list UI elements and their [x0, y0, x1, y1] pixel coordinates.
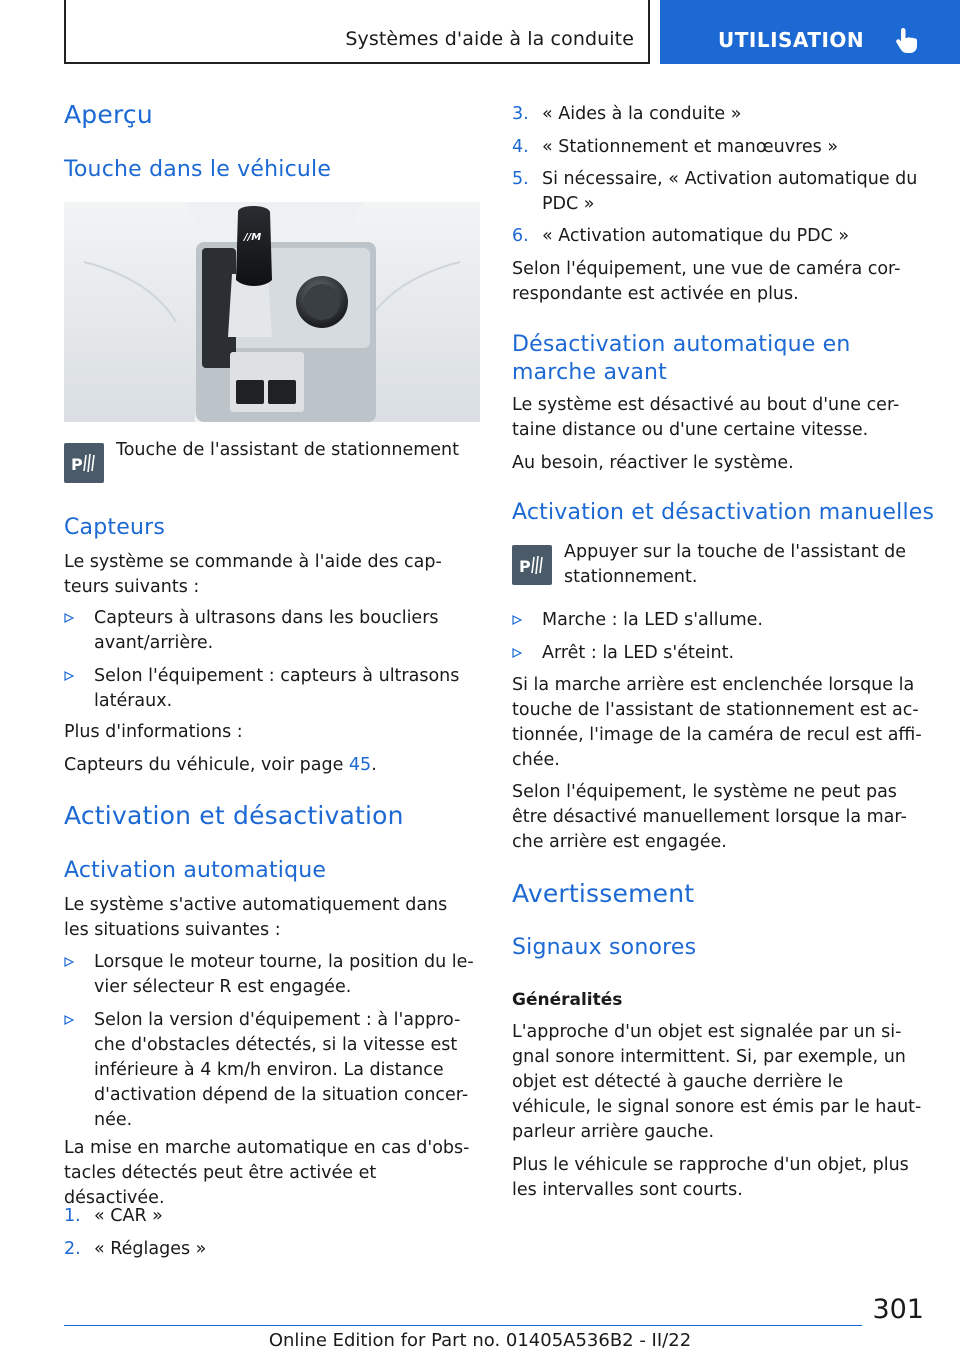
parking-assistant-button-icon [64, 443, 104, 483]
step-number: 3. [512, 104, 529, 124]
recul-text: Si la marche arrière est enclenchée lorsque la touche de l'assistant de stationnement est ac-tionnée, l'image de la caméra de recul est affi-chée. [512, 675, 922, 770]
capteurs-intro: Le système se commande à l'aide des cap-teurs suivants : [64, 552, 442, 597]
triangle-bullet-icon [64, 671, 74, 681]
header-chapter-tab [660, 0, 960, 64]
heading-activation-desactivation: Activation et désactivation [64, 801, 404, 830]
header-section-title: Systèmes d'aide à la conduite [345, 28, 634, 50]
triangle-bullet-icon [512, 648, 522, 658]
reference-text: Capteurs du véhicule, voir page [64, 755, 349, 775]
triangle-bullet-icon [512, 615, 522, 625]
page-link[interactable]: 45 [348, 755, 372, 775]
heading-signaux-sonores: Signaux sonores [512, 935, 697, 960]
signal-text: L'approche d'un objet est signalée par un si-gnal sonore intermittent. Si, par exemple, un objet est détecté à gauche derrière le véhicule, le signal sonore est émis par le haut-parleur arrière gauche. [512, 1022, 922, 1142]
hand-pointer-icon [894, 26, 920, 54]
step-text: « Réglages » [94, 1239, 207, 1259]
bullet-text: Arrêt : la LED s'éteint. [542, 643, 735, 663]
bullet-text: Selon la version d'équipement : à l'appro-che d'obstacles détectés, si la vitesse est inférieure à 4 km/h environ. La distance d'activation dépend de la situation concer-née. [94, 1010, 469, 1130]
bullet-text: Capteurs à ultrasons dans les boucliers avant/arrière. [94, 608, 439, 653]
step-text: « Aides à la conduite » [542, 104, 742, 124]
heading-capteurs: Capteurs [64, 515, 166, 540]
bullet-text: Lorsque le moteur tourne, la position du le-vier sélecteur R est engagée. [94, 952, 474, 997]
desactivation-text: Le système est désactivé au bout d'une cer-taine distance ou d'une certaine vitesse. [512, 395, 900, 440]
auto-intro: Le système s'active automatiquement dans les situations suivantes : [64, 895, 448, 940]
triangle-bullet-icon [64, 957, 74, 967]
bullet-text: Selon l'équipement : capteurs à ultrasons latéraux. [94, 666, 460, 711]
center-console-photo [64, 202, 480, 422]
manual-text: Selon l'équipement, le système ne peut pas être désactivé manuellement lorsque la mar-che arrière est engagée. [512, 782, 907, 852]
triangle-bullet-icon [64, 613, 74, 623]
step-text: Si nécessaire, « Activation automatique du PDC » [542, 169, 918, 214]
step-number: 2. [64, 1239, 81, 1259]
heading-touche-vehicule: Touche dans le véhicule [64, 157, 332, 182]
step-text: « Activation automatique du PDC » [542, 226, 850, 246]
svg-text:P: P [71, 455, 83, 474]
capteurs-reference [64, 753, 377, 778]
camera-note: Selon l'équipement, une vue de caméra cor-respondante est activée en plus. [512, 259, 901, 304]
triangle-bullet-icon [64, 1015, 74, 1025]
reactivation-text: Au besoin, réactiver le système. [512, 453, 794, 473]
manuelles-caption: Appuyer sur la touche de l'assistant de stationnement. [564, 542, 907, 587]
heading-avertissement: Avertissement [512, 879, 695, 908]
step-text: « Stationnement et manœuvres » [542, 137, 839, 157]
step-text: « CAR » [94, 1206, 163, 1226]
heading-apercu: Aperçu [64, 100, 153, 129]
plus-info-label: Plus d'informations : [64, 722, 243, 742]
heading-activation-automatique: Activation automatique [64, 858, 327, 883]
bullet-text: Marche : la LED s'allume. [542, 610, 763, 630]
step-number: 5. [512, 169, 529, 189]
header-chapter-title: UTILISATION [718, 28, 865, 52]
parking-icon-caption: Touche de l'assistant de stationnement [116, 440, 459, 460]
heading-generalites: Généralités [512, 990, 623, 1010]
auto-note: La mise en marche automatique en cas d'obs-tacles détectés peut être activée et désactivée. [64, 1138, 470, 1208]
interval-text: Plus le véhicule se rapproche d'un objet, plus les intervalles sont courts. [512, 1155, 909, 1200]
reference-end: . [371, 755, 377, 775]
svg-text://M: //M [244, 232, 262, 243]
step-number: 4. [512, 137, 529, 157]
heading-desactivation-marche-avant: Désactivation automatique en marche avant [512, 332, 851, 385]
footer-divider [64, 1325, 862, 1326]
header-section-box [64, 0, 650, 64]
step-number: 6. [512, 226, 529, 246]
heading-activation-manuelles: Activation et désactivation manuelles [512, 500, 935, 525]
footer-edition: Online Edition for Part no. 01405A536B2 - II/22 [268, 1330, 692, 1351]
svg-text:P: P [519, 557, 531, 576]
step-number: 1. [64, 1206, 81, 1226]
parking-assistant-button-icon [512, 545, 552, 585]
center-console-illustration [64, 202, 480, 422]
page-number: 301 [872, 1294, 924, 1325]
